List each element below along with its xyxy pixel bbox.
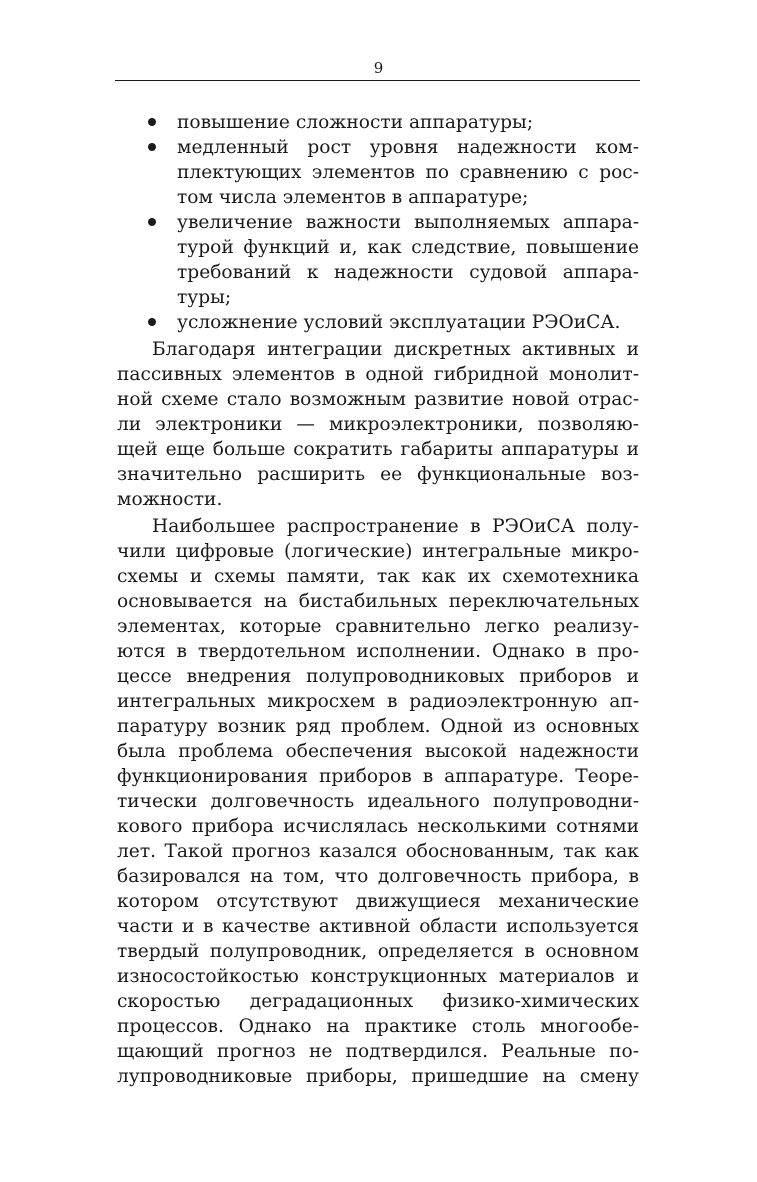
- paragraph-line: Благодаря интеграции дискретных активных и: [152, 339, 639, 360]
- bullet-marker: [148, 118, 156, 126]
- bullet-line: усложнение условий эксплуатации РЭОиСА.: [177, 312, 621, 333]
- paragraph-line: ли электроники — микроэлектроники, позволяю-: [117, 414, 639, 435]
- bullet-line: турой функций и, как следствие, повышение: [177, 237, 639, 258]
- paragraph-line: процессов. Однако на практике столь многообе-: [117, 1016, 639, 1037]
- paragraph-line: интегральных микросхем в радиоэлектронную ап-: [117, 691, 639, 712]
- bullet-line: том числа элементов в аппаратуре;: [177, 187, 529, 208]
- paragraph-line: ются в твердотельном исполнении. Однако в про-: [117, 641, 639, 662]
- paragraph-line: функционирования приборов в аппаратуре. Теоре-: [117, 766, 639, 787]
- bullet-marker: [148, 143, 156, 151]
- paragraph-line: лет. Такой прогноз казался обоснованным, так как: [117, 841, 639, 862]
- paragraph-line: щей еще больше сократить габариты аппаратуры и: [117, 439, 639, 460]
- paragraph-line: чили цифровые (логические) интегральные микро-: [117, 541, 639, 562]
- paragraph-line: котором отсутствуют движущиеся механические: [117, 891, 639, 912]
- paragraph-line: твердый полупроводник, определяется в основном: [117, 941, 639, 962]
- paragraph-line: скоростью деградационных физико-химических: [117, 991, 639, 1012]
- bullet-marker: [148, 218, 156, 226]
- page-number: 9: [373, 59, 384, 77]
- bullet-line: требований к надежности судовой аппара-: [177, 262, 639, 283]
- bullet-line: медленный рост уровня надежности ком-: [177, 137, 639, 158]
- bullet-marker: [148, 318, 156, 326]
- paragraph-line: кового прибора исчислялась несколькими сотнями: [117, 816, 639, 837]
- paragraph-line: базировался на том, что долговечность прибора, в: [117, 866, 639, 887]
- paragraph-line: основывается на бистабильных переключательных: [117, 591, 639, 612]
- paragraph-line: части и в качестве активной области используется: [117, 916, 639, 937]
- bullet-line: плектующих элементов по сравнению с рос-: [177, 162, 639, 183]
- paragraph-line: тически долговечность идеального полупроводни-: [117, 791, 639, 812]
- paragraph-line: цессе внедрения полупроводниковых приборов и: [117, 666, 639, 687]
- bullet-line: повышение сложности аппаратуры;: [177, 112, 534, 133]
- bullet-line: туры;: [177, 287, 232, 308]
- paragraph-line: схемы и схемы памяти, так как их схемотехника: [117, 566, 639, 587]
- paragraph-line: износостойкостью конструкционных материалов и: [117, 966, 639, 987]
- paragraph-line: была проблема обеспечения высокой надежности: [117, 741, 639, 762]
- paragraph-line: пассивных элементов в одной гибридной монолит-: [117, 364, 639, 385]
- paragraph-line: можности.: [117, 489, 223, 510]
- header-rule: [115, 80, 640, 81]
- bullet-line: увеличение важности выполняемых аппара-: [177, 212, 639, 233]
- paragraph-line: Наибольшее распространение в РЭОиСА полу-: [152, 516, 639, 537]
- paragraph-line: элементах, которые сравнительно легко реализу-: [117, 616, 639, 637]
- paragraph-line: ной схеме стало возможным развитие новой отрас-: [117, 389, 639, 410]
- paragraph-line: лупроводниковые приборы, пришедшие на смену: [117, 1066, 639, 1087]
- paragraph-line: щающий прогноз не подтвердился. Реальные по-: [117, 1041, 639, 1062]
- paragraph-line: паратуру возник ряд проблем. Одной из основных: [117, 716, 639, 737]
- paragraph-line: значительно расширить ее функциональные воз-: [117, 464, 639, 485]
